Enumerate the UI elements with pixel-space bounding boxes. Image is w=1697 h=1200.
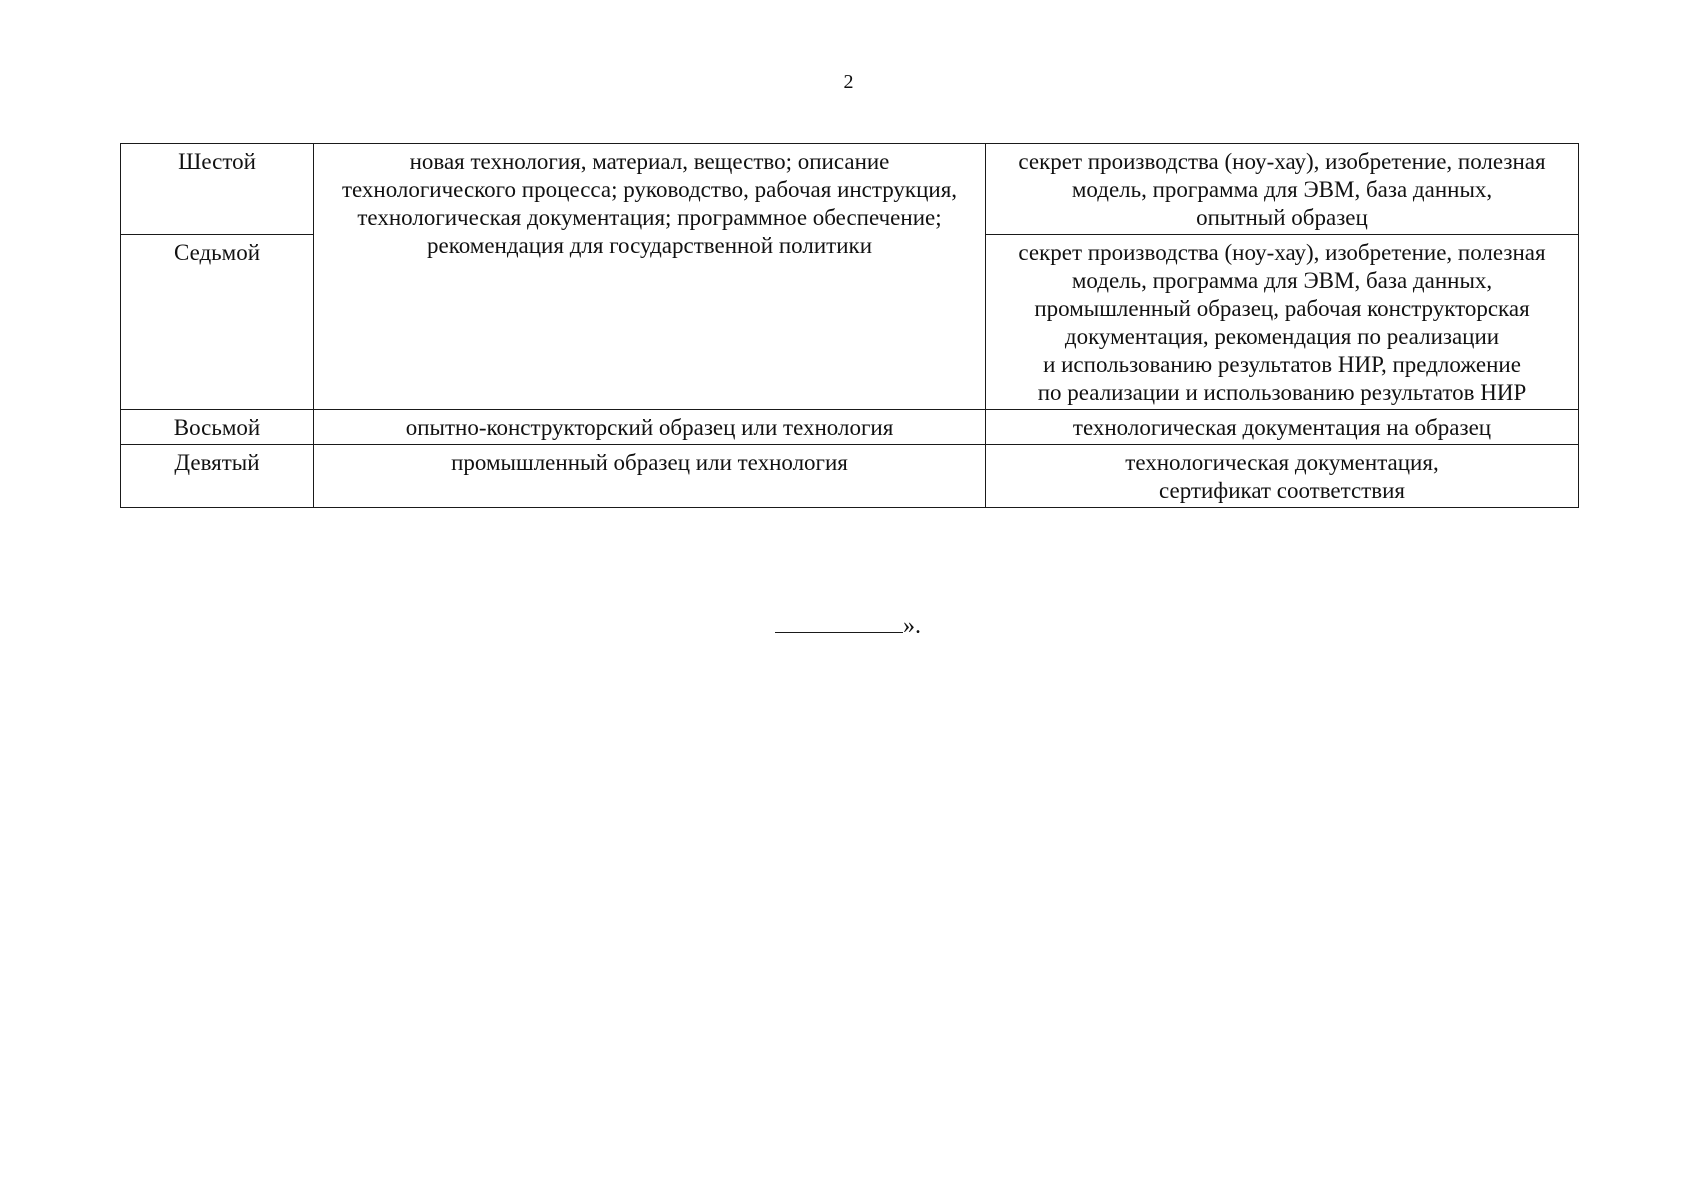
table-row-level-9 bbox=[121, 445, 1579, 508]
closing-quote: ». bbox=[903, 613, 921, 639]
text-line: новая технология, материал, вещество; описание bbox=[409, 149, 890, 174]
page-number: 2 bbox=[843, 71, 854, 93]
text-line: промышленный образец, рабочая конструкторская bbox=[1034, 296, 1530, 321]
cell-result-type bbox=[314, 410, 986, 445]
text-line: рекомендация для государственной политики bbox=[426, 233, 873, 258]
cell-result-type bbox=[314, 445, 986, 508]
signature-blank bbox=[775, 606, 903, 633]
cell-level bbox=[121, 235, 314, 410]
text-line: по реализации и использованию результатов НИР bbox=[1037, 380, 1527, 405]
text-line: сертификат соответствия bbox=[1159, 478, 1405, 503]
text-line: промышленный образец или технология bbox=[451, 450, 848, 475]
text-line: опытно-конструкторский образец или технология bbox=[405, 415, 894, 440]
cell-documents bbox=[986, 445, 1579, 508]
text-line: технологического процесса; руководство, рабочая инструкция, bbox=[341, 177, 958, 202]
cell-level bbox=[121, 144, 314, 235]
cell-documents bbox=[986, 144, 1579, 235]
cell-documents bbox=[986, 235, 1579, 410]
text-line: секрет производства (ноу-хау), изобретение, полезная bbox=[1018, 240, 1546, 265]
cell-level bbox=[121, 445, 314, 508]
text-line: технологическая документация, bbox=[1125, 450, 1439, 475]
text-line: технологическая документация; программное обеспечение; bbox=[357, 205, 942, 230]
level-label: Восьмой bbox=[173, 415, 261, 440]
readiness-levels-table bbox=[120, 143, 1579, 508]
text-line: модель, программа для ЭВМ, база данных, bbox=[1071, 177, 1493, 202]
text-line: модель, программа для ЭВМ, база данных, bbox=[1071, 268, 1493, 293]
level-label: Шестой bbox=[178, 149, 256, 174]
table-row-level-8 bbox=[121, 410, 1579, 445]
cell-documents bbox=[986, 410, 1579, 445]
text-line: технологическая документация на образец bbox=[1072, 415, 1492, 440]
table-row-level-6 bbox=[121, 144, 1579, 235]
text-line: секрет производства (ноу-хау), изобретение, полезная bbox=[1018, 149, 1546, 174]
cell-result-type bbox=[314, 144, 986, 410]
cell-level bbox=[121, 410, 314, 445]
text-line: документация, рекомендация по реализации bbox=[1064, 324, 1500, 349]
closing-line bbox=[775, 606, 921, 641]
level-label: Девятый bbox=[174, 450, 260, 475]
text-line: и использованию результатов НИР, предложение bbox=[1043, 352, 1521, 377]
level-label: Седьмой bbox=[173, 240, 261, 265]
text-line: опытный образец bbox=[1196, 205, 1368, 230]
